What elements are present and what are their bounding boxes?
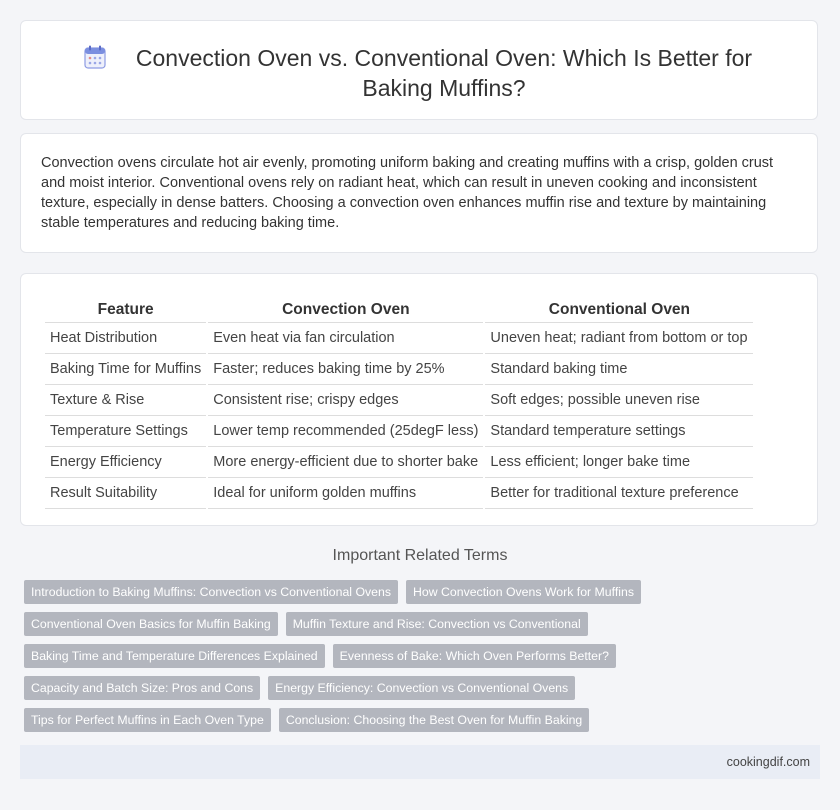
cell-feature: Energy Efficiency <box>45 447 206 478</box>
footer <box>20 745 820 779</box>
table-header-row <box>45 294 753 323</box>
cell-convection: Consistent rise; crispy edges <box>208 385 483 416</box>
table-row <box>45 323 753 354</box>
table-row <box>45 354 753 385</box>
related-term-tag[interactable]: Evenness of Bake: Which Oven Performs Better? <box>333 644 616 668</box>
related-term-tag[interactable]: Conventional Oven Basics for Muffin Baking <box>24 612 278 636</box>
cell-convection: Ideal for uniform golden muffins <box>208 478 483 509</box>
header-conventional: Conventional Oven <box>485 294 753 323</box>
related-term-tag[interactable]: How Convection Ovens Work for Muffins <box>406 580 641 604</box>
cell-convection: More energy-efficient due to shorter bake <box>208 447 483 478</box>
footer-site-link[interactable]: cookingdif.com <box>726 755 810 769</box>
related-term-tag[interactable]: Baking Time and Temperature Differences Explained <box>24 644 325 668</box>
related-term-tag[interactable]: Muffin Texture and Rise: Convection vs Conventional <box>286 612 588 636</box>
cell-feature: Heat Distribution <box>45 323 206 354</box>
header-convection: Convection Oven <box>208 294 483 323</box>
page-title: Convection Oven vs. Conventional Oven: Which Is Better for Baking Muffins? <box>135 45 753 101</box>
title-card <box>20 20 818 120</box>
table-row <box>45 416 753 447</box>
related-term-tag[interactable]: Energy Efficiency: Convection vs Conventional Ovens <box>268 676 575 700</box>
summary-text: Convection ovens circulate hot air evenly, promoting uniform baking and creating muffins with a crisp, golden crust and moist interior. Conventional ovens rely on radiant heat, which can result in uneven cooking and inconsistent texture, especially in dense batters. Choosing a convection oven enhances muffin rise and texture by maintaining stable temperatures and reducing baking time. <box>41 155 774 231</box>
cell-feature: Result Suitability <box>45 478 206 509</box>
comparison-table <box>43 294 755 509</box>
cell-conventional: Uneven heat; radiant from bottom or top <box>485 323 753 354</box>
table-row <box>45 447 753 478</box>
related-terms-list <box>24 580 814 732</box>
related-term-tag[interactable]: Conclusion: Choosing the Best Oven for Muffin Baking <box>279 708 589 732</box>
cell-conventional: Less efficient; longer bake time <box>485 447 753 478</box>
header-feature: Feature <box>45 294 206 323</box>
related-term-tag[interactable]: Introduction to Baking Muffins: Convection vs Conventional Ovens <box>24 580 398 604</box>
cell-conventional: Standard baking time <box>485 354 753 385</box>
cell-convection: Even heat via fan circulation <box>208 323 483 354</box>
cell-convection: Lower temp recommended (25degF less) <box>208 416 483 447</box>
cell-feature: Texture & Rise <box>45 385 206 416</box>
table-row <box>45 385 753 416</box>
comparison-card <box>20 273 818 526</box>
related-terms-heading: Important Related Terms <box>332 547 508 564</box>
summary-card <box>20 133 818 253</box>
cell-feature: Baking Time for Muffins <box>45 354 206 385</box>
table-row <box>45 478 753 509</box>
cell-convection: Faster; reduces baking time by 25% <box>208 354 483 385</box>
related-term-tag[interactable]: Tips for Perfect Muffins in Each Oven Type <box>24 708 271 732</box>
related-term-tag[interactable]: Capacity and Batch Size: Pros and Cons <box>24 676 260 700</box>
cell-conventional: Standard temperature settings <box>485 416 753 447</box>
cell-feature: Temperature Settings <box>45 416 206 447</box>
cell-conventional: Soft edges; possible uneven rise <box>485 385 753 416</box>
cell-conventional: Better for traditional texture preference <box>485 478 753 509</box>
